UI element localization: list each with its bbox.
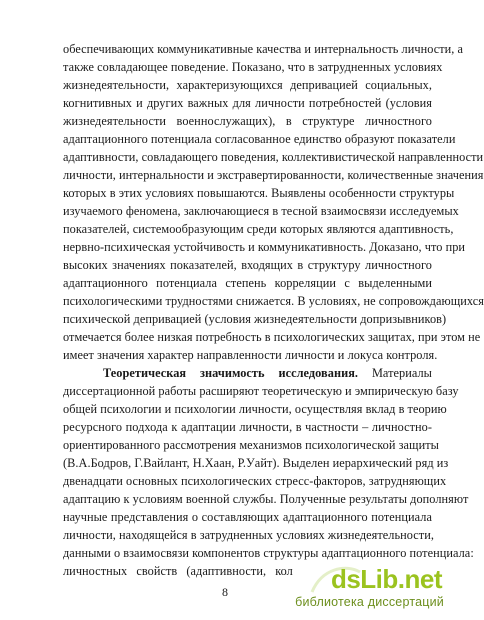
watermark-logo: dsLib.net xyxy=(330,564,442,594)
text-line: данными о взаимосвязи компонентов структуры адаптационного потенциала: xyxy=(63,546,474,560)
text-line: адаптивности, совладающего поведения, коллективистической направленности xyxy=(63,150,484,164)
text-line: жизнедеятельности, характеризующихся депривацией социальных, xyxy=(63,78,432,92)
text-line: показателей, системообразующим среди которых являются адаптивность, xyxy=(63,222,454,236)
text-line: научные представления о составляющих адаптационного потенциала xyxy=(63,510,432,524)
heading-word: значимость xyxy=(200,366,265,380)
text-line: личности, находящейся в затрудненных условиях жизнедеятельности, xyxy=(63,528,434,542)
text-line: имеет значения характер направленности личности и локуса контроля. xyxy=(63,348,438,362)
text-line: нервно-психическая устойчивость и коммуникативность. Доказано, что при xyxy=(63,240,466,254)
text-line: ориентированного рассмотрения механизмов психологической защиты xyxy=(63,438,439,452)
text-line: изучаемого феномена, заключающиеся в тесной взаимосвязи исследуемых xyxy=(63,204,459,218)
text-line: которых в этих условиях повышаются. Выявлены особенности структуры xyxy=(63,186,455,200)
text-line: диссертационной работы расширяют теоретическую и эмпирическую базу xyxy=(63,384,459,398)
heading-word: Теоретическая xyxy=(103,366,187,380)
watermark[interactable] xyxy=(295,564,450,620)
text-line: психологическими трудностями снижается. В условиях, не сопровождающихся xyxy=(63,294,484,308)
text-line: ресурсного подхода к адаптации личности, в частности – личностно- xyxy=(63,420,432,434)
watermark-subtitle: библиотека диссертаций xyxy=(295,595,444,609)
text-line: отмечается более низкая потребность в психологических защитах, при этом не xyxy=(63,330,481,344)
text-line: двенадцати основных психологических стресс-факторов, затрудняющих xyxy=(63,474,447,488)
text-line: также совладающее поведение. Показано, что в затрудненных условиях xyxy=(63,60,443,74)
page-number: 8 xyxy=(222,585,228,599)
text-line: обеспечивающих коммуникативные качества и интернальность личности, а xyxy=(63,42,464,56)
text-line: жизнедеятельности военнослужащих), в структуре личностного xyxy=(63,114,432,128)
text-line: адаптационного потенциала степень корреляции с выделенными xyxy=(63,276,432,290)
text-line: личности, интернальности и экстравертированности, количественные значения xyxy=(63,168,484,182)
heading-word: исследования. xyxy=(278,366,359,380)
text-line: высоких значениях показателей, входящих в структуру личностного xyxy=(63,258,432,272)
text-line: когнитивных и других важных для личности потребностей (условия xyxy=(63,96,432,110)
text-line: психической депривацией (условия жизнедеятельности допризывников) xyxy=(63,312,447,326)
text-line: общей психологии и психологии личности, осуществляя вклад в теорию xyxy=(63,402,447,416)
text-line: адаптационного потенциала согласованное единство образуют показатели xyxy=(63,132,456,146)
heading-word: Материалы xyxy=(371,366,432,380)
text-line: (В.А.Бодров, Г.Вайлант, Н.Хаан, Р.Уайт). Выделен иерархический ряд из xyxy=(63,456,449,470)
section-heading-line xyxy=(103,364,432,382)
text-line: личностных свойств (адаптивности, кол xyxy=(63,564,293,578)
text-line: адаптацию к условиям военной службы. Полученные результаты дополняют xyxy=(63,492,469,506)
